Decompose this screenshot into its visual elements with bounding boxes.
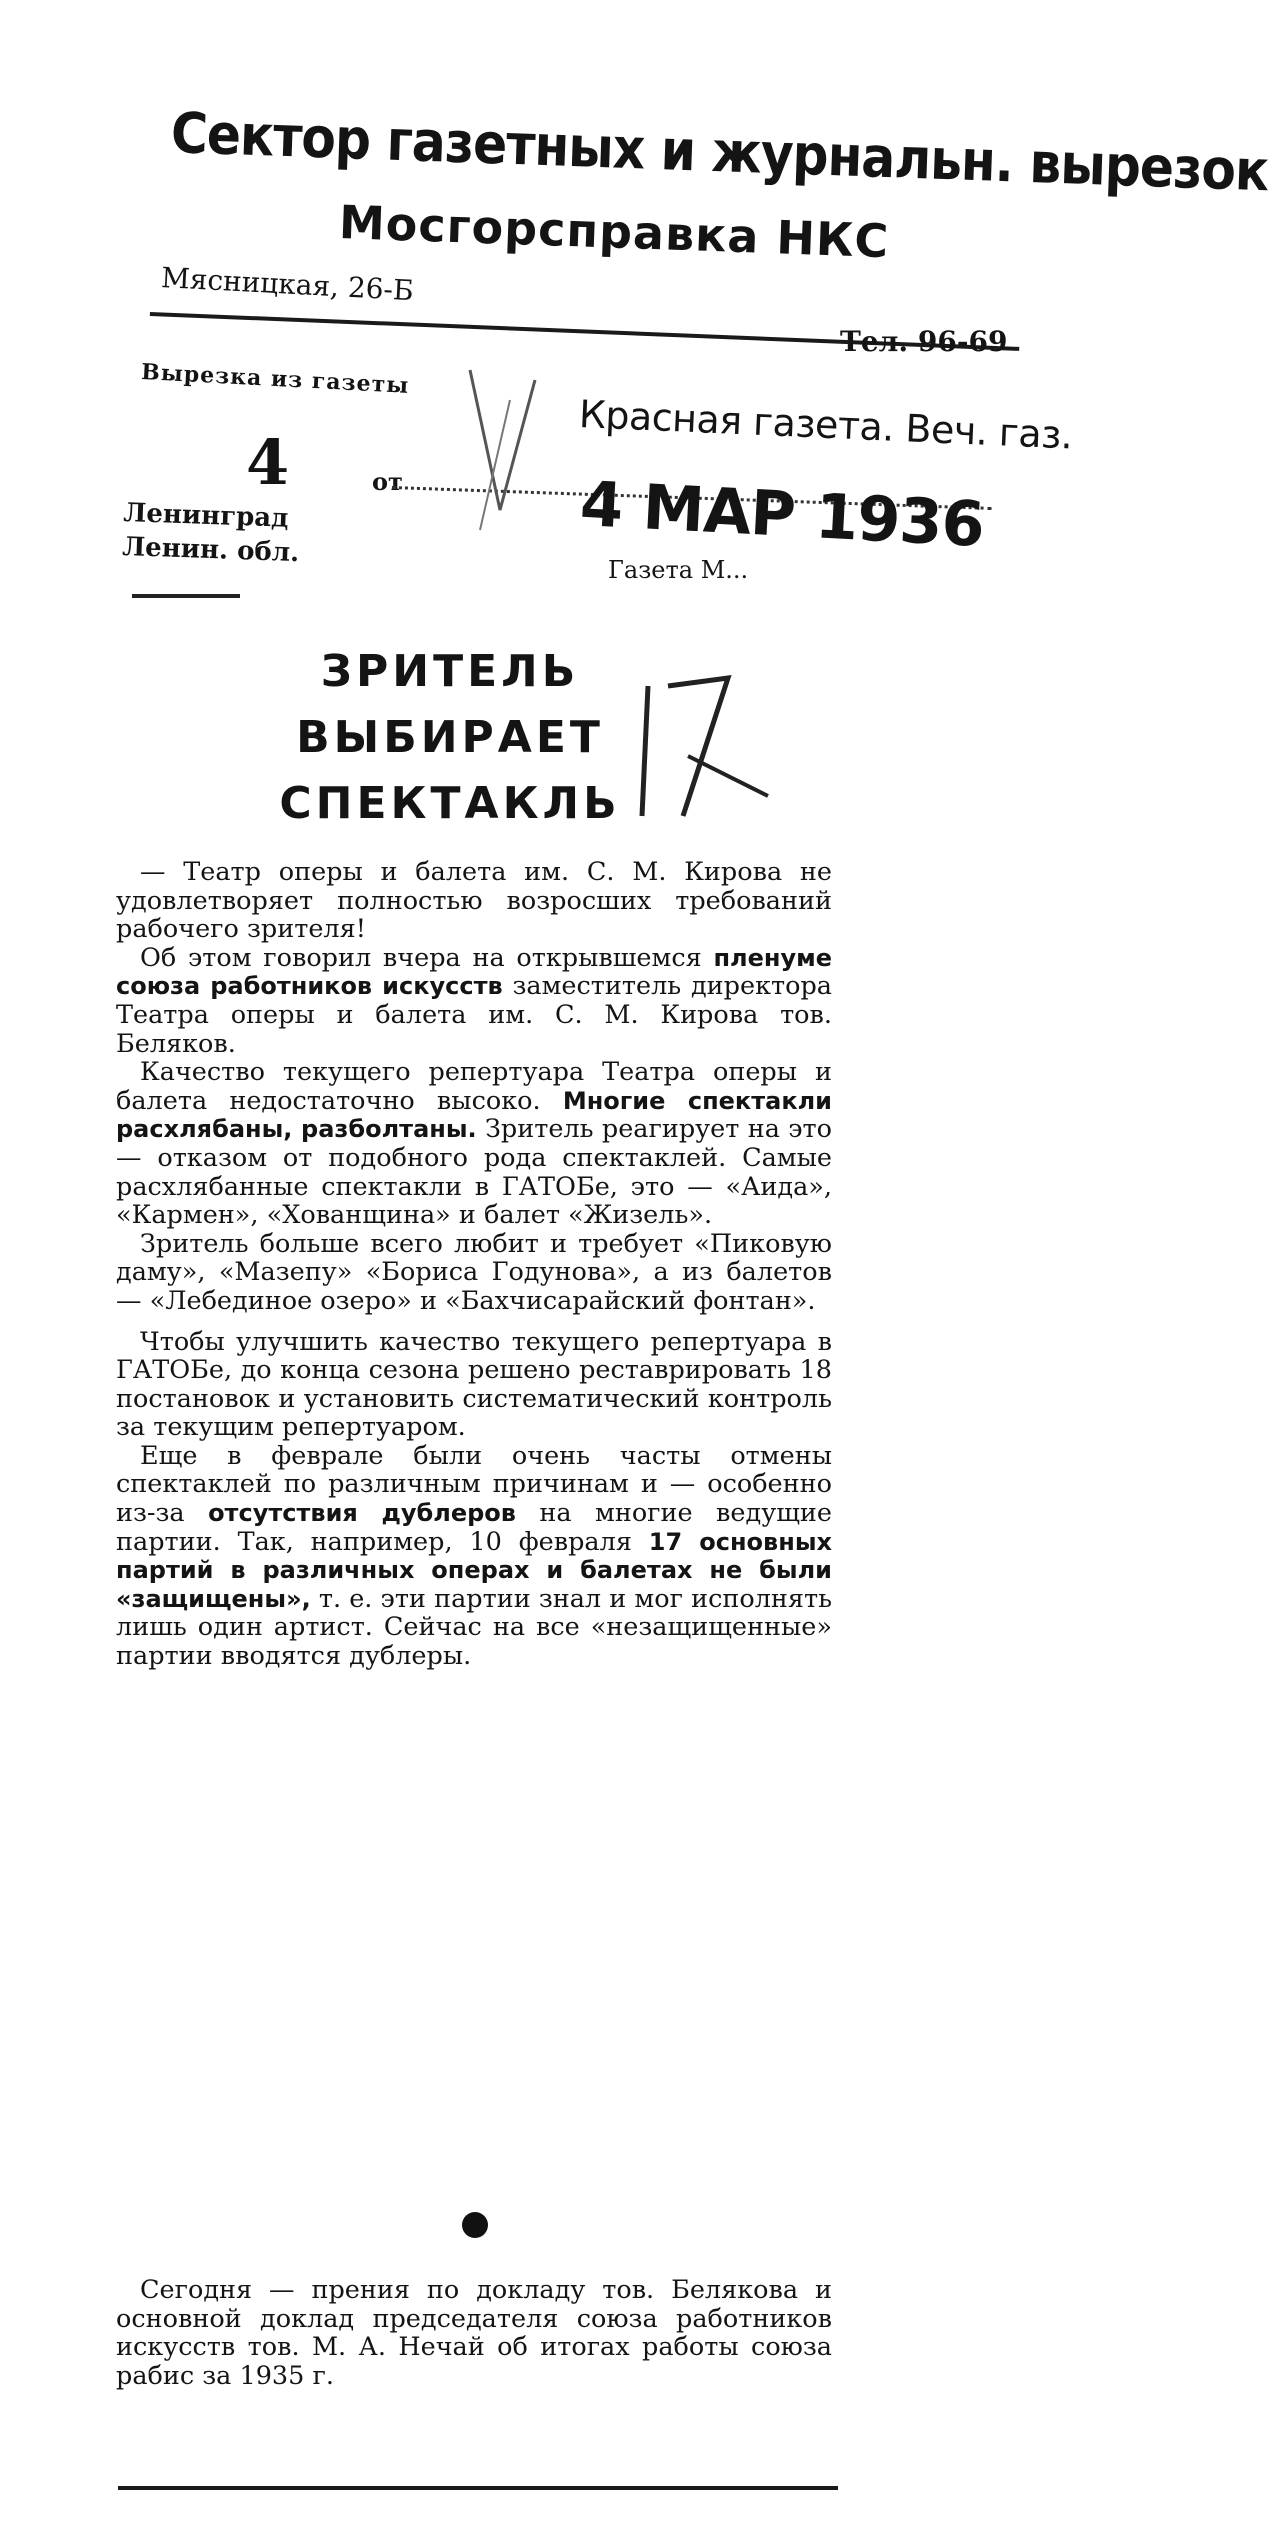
section-bullet <box>462 2212 488 2238</box>
paragraph-6-bold-b: 17 основных партий в различных операх и балетах не были «защищены», <box>116 1527 832 1613</box>
handwritten-number <box>628 666 778 826</box>
article-title-line-1: ЗРИТЕЛЬ <box>320 646 580 697</box>
paragraph-6-text-a: Еще в феврале были очень часты отмены спектаклей по различным причинам и — особенно из-за <box>116 1440 832 1529</box>
newspaper-name: Красная газета. Веч. газ. <box>578 392 1074 458</box>
paragraph-6-text-c: на многие ведущие партии. Так, например, 10 февраля <box>116 1498 832 1557</box>
short-divider <box>132 594 240 598</box>
paragraph-5: Чтобы улучшить качество текущего репертуара в ГАТОБе, до конца сезона решено реставрировать 18 постановок и установить систематический контроль за текущим репертуаром. <box>116 1326 832 1443</box>
paragraph-6-bold-a: отсутствия дублеров <box>208 1499 516 1528</box>
paragraph-6 <box>116 1442 832 1671</box>
paragraph-2-text-c: заместитель директора Театра оперы и балета им. С. М. Кирова тов. Беляков. <box>116 971 832 1059</box>
handwritten-mark <box>440 360 600 540</box>
paragraph-1: — Театр оперы и балета им. С. М. Кирова не удовлетворяет полностью возросших требований рабочего зрителя! <box>116 857 832 945</box>
paragraph-2-text-a: Об этом говорил вчера на открывшемся <box>140 942 714 973</box>
city-line-1: Ленинград <box>122 497 290 534</box>
paragraph-6-text-e: т. е. эти партии знал и мог исполнять лишь один артист. Сейчас на все «незащищенные» партии вводятся дублеры. <box>116 1583 832 1672</box>
paragraph-3-text-c: Зритель реагирует на это — отказом от подобного рода спектаклей. Самые расхлябанные спектакли в ГАТОБе, это — «Аида», «Кармен», «Хованщина» и балет «Жизель». <box>116 1114 832 1231</box>
paragraph-2 <box>116 944 832 1058</box>
paragraph-4: Зритель больше всего любит и требует «Пиковую даму», «Мазепу» «Бориса Годунова», а из балетов — «Лебединое озеро» и «Бахчисарайский фонтан». <box>116 1228 832 1316</box>
stamp-address: Мясницкая, 26-Б <box>160 261 415 308</box>
bottom-divider <box>118 2486 838 2490</box>
city-label <box>122 496 301 570</box>
issue-date: 4 МАР 1936 <box>578 467 986 562</box>
stamp-phone: Тел. 96-69 <box>840 325 1008 358</box>
stamp-cut-label: Вырезка из газеты <box>140 358 410 400</box>
paragraph-3 <box>116 1058 832 1230</box>
paragraph-3-text-a: Качество текущего репертуара Театра оперы и балета недостаточно высоко. <box>116 1057 832 1116</box>
cut-off-text: Газета М... <box>608 556 749 584</box>
article-title-line-3: СПЕКТАКЛЬ <box>279 778 621 829</box>
paragraph-2-bold: пленуме союза работников искусств <box>116 943 832 1001</box>
paragraph-3-bold: Многие спектакли расхлябаны, разболтаны. <box>116 1086 832 1144</box>
stamp-sector-title: Сектор газетных и журнальн. вырезок <box>169 101 1269 205</box>
from-label: от <box>372 467 403 496</box>
issue-number: 4 <box>246 426 290 499</box>
city-line-2: Ленин. обл. <box>121 531 300 569</box>
paragraph-7: Сегодня — прения по докладу тов. Белякова и основной доклад председателя союза работников искусств тов. М. А. Нечай об итогах работы союза рабис за 1935 г. <box>116 2275 832 2391</box>
article-closing <box>116 2276 832 2390</box>
stamp-org-name: Мосгорсправка НКС <box>338 195 891 269</box>
article-title-line-2: ВЫБИРАЕТ <box>296 712 604 763</box>
article-body <box>116 858 832 1671</box>
